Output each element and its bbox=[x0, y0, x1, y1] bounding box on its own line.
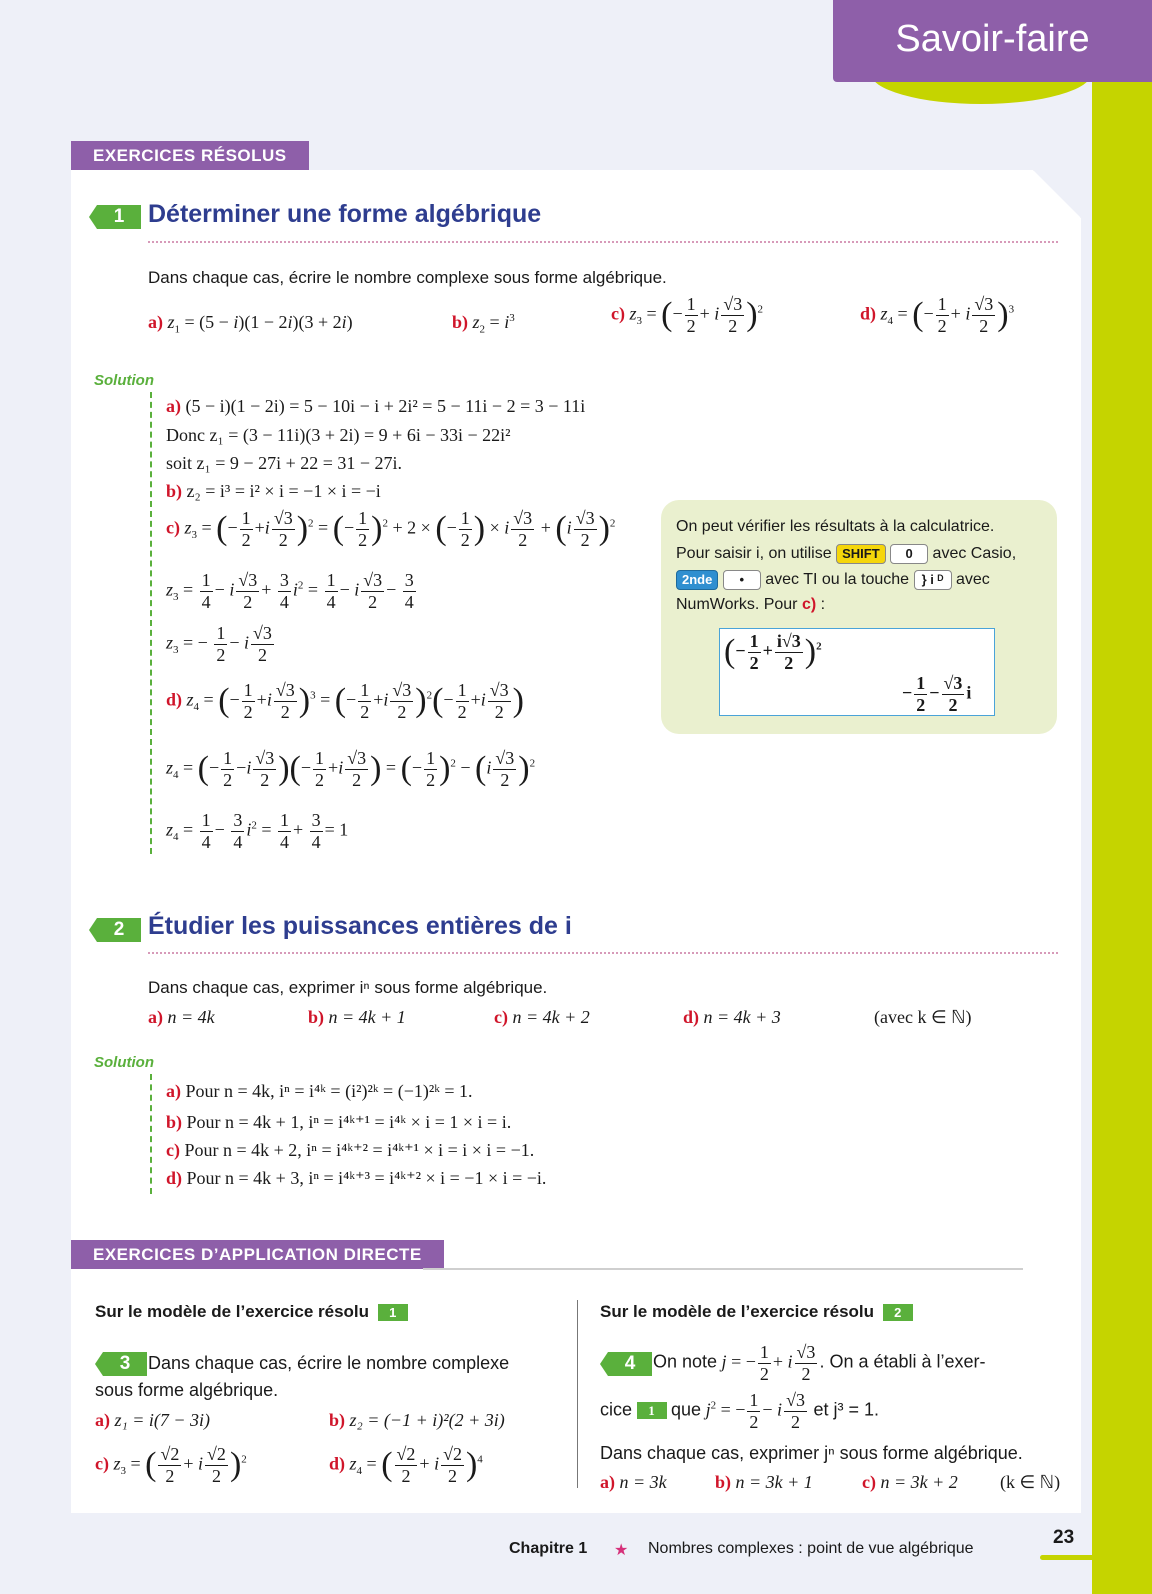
column-divider bbox=[577, 1300, 578, 1488]
solution-1-line-d3: $z_4$ = $\frac{1}{4}$ − $\frac{3}{4}$ $i^2$ = $\frac{1}{4}$ + $\frac{3}{4}$ = 1 bbox=[166, 810, 349, 852]
exercise-3-text-2: sous forme algébrique. bbox=[95, 1380, 279, 1400]
exercise-4-badge: 4 bbox=[608, 1352, 652, 1376]
case-b-text: n = 4k + 1 bbox=[328, 1007, 406, 1027]
solution-1-line-c2: $z_3$ = $\frac{1}{4}$ − i $\frac{√3}{2}$ + $\frac{3}{4}$ $i^2$ = $\frac{1}{4}$ − i $\frac{√3}{2}$ − $\frac{3}{4}$ bbox=[166, 570, 414, 612]
exercise-2-badge: 2 bbox=[97, 918, 141, 942]
footer-star-icon: ★ bbox=[614, 1542, 629, 1559]
section-label-direct: EXERCICES D’APPLICATION DIRECTE bbox=[71, 1240, 444, 1269]
item-a-label: a) bbox=[148, 312, 163, 332]
exercise-3-item-d: d) $z_4$ = ( $\frac{√2}{2}$ + i $\frac{√2}{2}$ )$^4$ bbox=[329, 1444, 483, 1486]
case-d-label: d) bbox=[683, 1007, 700, 1027]
solution-2-line-b bbox=[166, 1112, 511, 1133]
sol-c-label: c) bbox=[166, 517, 180, 538]
ex4-b-text: n = 3k + 1 bbox=[735, 1472, 813, 1492]
calc-note-line-3b: avec bbox=[955, 571, 990, 589]
sol2-c-text: Pour n = 4k + 2, iⁿ = i⁴ᵏ⁺² = i⁴ᵏ⁺¹ × i = i × i = −1. bbox=[184, 1140, 535, 1160]
exercise-4-text-2: cice 1 que $j^2$ = − $\frac{1}{2}$ − i $\frac{√3}{2}$ et j³ = 1. bbox=[600, 1390, 879, 1432]
exercise-1-title: Déterminer une forme algébrique bbox=[148, 200, 542, 228]
exercise-3-badge: 3 bbox=[103, 1352, 147, 1376]
calc-note-line-2 bbox=[676, 544, 1016, 564]
sol-a-text: (5 − i)(1 − 2i) = 5 − 10i − i + 2i² = 5 − 11i − 2 = 3 − 11i bbox=[185, 396, 586, 416]
ex3-c-label: c) bbox=[95, 1453, 109, 1474]
ti-2nde-key: 2nde bbox=[676, 570, 718, 590]
item-c-label: c) bbox=[611, 303, 625, 324]
case-a-label: a) bbox=[148, 1007, 163, 1027]
header-tab bbox=[833, 0, 1152, 82]
casio-0-key: 0 bbox=[890, 544, 928, 564]
right-model-heading bbox=[600, 1302, 913, 1322]
ex4-text-1a: On note bbox=[653, 1351, 718, 1372]
exercise-2-case-c bbox=[494, 1007, 590, 1028]
left-model-heading-text: Sur le modèle de l’exercice résolu bbox=[95, 1302, 370, 1321]
exercise-1-item-d: d) $z_4$ = (− $\frac{1}{2}$ + i $\frac{√3}{2}$ )$^3$ bbox=[860, 294, 1015, 336]
solution-2-line-c bbox=[166, 1140, 534, 1161]
right-model-ref-badge: 2 bbox=[883, 1304, 913, 1321]
page-number-underline bbox=[1040, 1555, 1095, 1560]
ex3-a-label: a) bbox=[95, 1410, 110, 1430]
exercise-3-item-b bbox=[329, 1410, 505, 1431]
exercise-2-divider bbox=[148, 952, 1058, 954]
ti-dot-key: • bbox=[723, 570, 761, 590]
ex3-d-label: d) bbox=[329, 1453, 346, 1474]
footer-chapter: Chapitre 1 bbox=[509, 1540, 588, 1557]
case-c-text: n = 4k + 2 bbox=[512, 1007, 590, 1027]
exercise-4-condition: (k ∈ ℕ) bbox=[1000, 1472, 1061, 1492]
case-c-label: c) bbox=[494, 1007, 508, 1027]
exercise-2-condition: (avec k ∈ ℕ) bbox=[874, 1007, 972, 1027]
calc-note-line-2b: avec Casio, bbox=[932, 545, 1017, 563]
calc-note-line-4a: NumWorks. Pour bbox=[676, 596, 798, 613]
ex3-b-label: b) bbox=[329, 1410, 346, 1430]
left-model-ref-badge: 1 bbox=[378, 1304, 408, 1321]
sol-b-label: b) bbox=[166, 481, 183, 501]
calc-note-line-4c: : bbox=[820, 596, 826, 613]
exercise-2-case-b bbox=[308, 1007, 406, 1028]
ex4-ref-badge: 1 bbox=[637, 1402, 667, 1419]
exercise-4-case-a bbox=[600, 1472, 667, 1493]
calc-note-line-3a: avec TI ou la touche bbox=[765, 571, 910, 589]
exercise-2-solution-label: Solution bbox=[94, 1054, 154, 1071]
exercise-4-case-c bbox=[862, 1472, 958, 1493]
footer-subject: Nombres complexes : point de vue algébrique bbox=[648, 1540, 974, 1557]
numworks-i-key: } i ᴰ bbox=[914, 570, 952, 590]
solution-1-line-b bbox=[166, 481, 381, 502]
sol-b-text: z₂ = i³ = i² × i = −1 × i = −i bbox=[186, 481, 381, 501]
sol2-b-label: b) bbox=[166, 1112, 183, 1132]
exercise-4-case-b bbox=[715, 1472, 813, 1493]
solution-1-line-c1: c) $z_3$ = (− $\frac{1}{2}$ +i $\frac{√3}{2}$ )$^2$ = (− $\frac{1}{2}$ )$^2$ + 2 × (− $\frac{1}{2}$ ) × i $\frac{√3}{2}$ + (i $\frac{√3}{2}$ )$^2$ bbox=[166, 508, 616, 550]
ex4-c-label: c) bbox=[862, 1472, 876, 1492]
exercise-2-title: Étudier les puissances entières de i bbox=[148, 912, 572, 940]
calc-note-line-2a: Pour saisir i, on utilise bbox=[676, 545, 832, 563]
tab-title: Savoir-faire bbox=[895, 18, 1090, 60]
exercise-4-text-3: Dans chaque cas, exprimer jⁿ sous forme algébrique. bbox=[600, 1443, 1023, 1463]
calc-note-line-4b: c) bbox=[801, 596, 817, 613]
sol-d-label: d) bbox=[166, 689, 183, 710]
sol2-b-text: Pour n = 4k + 1, iⁿ = i⁴ᵏ⁺¹ = i⁴ᵏ × i = 1 × i = i. bbox=[186, 1112, 512, 1132]
exercise-2-statement: Dans chaque cas, exprimer iⁿ sous forme algébrique. bbox=[148, 978, 548, 997]
exercise-3-item-c: c) $z_3$ = ( $\frac{√2}{2}$ + i $\frac{√2}{2}$ )$^2$ bbox=[95, 1444, 247, 1486]
ex4-text-2c: et j³ = 1. bbox=[813, 1399, 879, 1420]
sol2-d-text: Pour n = 4k + 3, iⁿ = i⁴ᵏ⁺³ = i⁴ᵏ⁺² × i = −1 × i = −i. bbox=[186, 1168, 547, 1188]
solution-1-line-c3: $z_3$ = − $\frac{1}{2}$ − i $\frac{√3}{2}$ bbox=[166, 623, 272, 665]
exercise-3-text-1: Dans chaque cas, écrire le nombre complexe bbox=[148, 1353, 510, 1373]
calc-note-line-1: On peut vérifier les résultats à la calculatrice. bbox=[676, 518, 995, 535]
case-b-label: b) bbox=[308, 1007, 325, 1027]
solution-2-line-d bbox=[166, 1168, 546, 1189]
exercise-1-badge: 1 bbox=[97, 205, 141, 229]
ex4-c-text: n = 3k + 2 bbox=[880, 1472, 958, 1492]
calc-note-line-4 bbox=[676, 596, 825, 614]
case-d-text: n = 4k + 3 bbox=[703, 1007, 781, 1027]
case-a-text: n = 4k bbox=[167, 1007, 215, 1027]
ex3-a-text: z₁ = i(7 − 3i) bbox=[114, 1410, 211, 1430]
sol2-a-text: Pour n = 4k, iⁿ = i⁴ᵏ = (i²)²ᵏ = (−1)²ᵏ = 1. bbox=[185, 1081, 473, 1101]
solution-1-line-3: soit z₁ = 9 − 27i + 22 = 31 − 27i. bbox=[166, 453, 403, 473]
page-number: 23 bbox=[1053, 1527, 1075, 1548]
exercise-1-item-c: c) $z_3$ = (− $\frac{1}{2}$ + i $\frac{√3}{2}$ )$^2$ bbox=[611, 294, 764, 336]
exercise-4-text-1: On note j = − $\frac{1}{2}$ + i $\frac{√3}{2}$ . On a établi à l’exer- bbox=[653, 1342, 986, 1384]
solution-1-line-2: Donc z₁ = (3 − 11i)(3 + 2i) = 9 + 6i − 33i − 22i² bbox=[166, 425, 511, 445]
exercise-2-case-a bbox=[148, 1007, 215, 1028]
right-model-heading-text: Sur le modèle de l’exercice résolu bbox=[600, 1302, 875, 1321]
exercise-1-solution-label: Solution bbox=[94, 372, 154, 389]
calculator-note bbox=[661, 500, 1057, 734]
screen-input: (− $\frac{1}{2}$ + $\frac{i√3}{2}$ )$^2$ bbox=[724, 631, 822, 673]
exercise-1-item-b: b) $z_2 = i^3$ bbox=[452, 312, 515, 336]
exercise-1-divider bbox=[148, 241, 1058, 243]
ex4-a-label: a) bbox=[600, 1472, 615, 1492]
screen-output: − $\frac{1}{2}$ − $\frac{√3}{2}$ i bbox=[902, 673, 972, 715]
sol2-d-label: d) bbox=[166, 1168, 183, 1188]
sol2-c-label: c) bbox=[166, 1140, 180, 1160]
solution-1-margin-line bbox=[150, 392, 158, 854]
left-model-heading bbox=[95, 1302, 408, 1322]
ex4-b-label: b) bbox=[715, 1472, 732, 1492]
sol2-a-label: a) bbox=[166, 1081, 181, 1101]
exercise-1-item-a: a) $z_1 = (5 - i)(1 - 2i)(3 + 2i)$ bbox=[148, 312, 353, 336]
item-d-label: d) bbox=[860, 303, 877, 324]
ex4-text-2b: que bbox=[671, 1399, 702, 1420]
solution-2-margin-line bbox=[150, 1074, 158, 1194]
solution-1-line-d2: $z_4$ = (− $\frac{1}{2}$ −i $\frac{√3}{2}$ )(− $\frac{1}{2}$ +i $\frac{√3}{2}$ ) = (− $\frac{1}{2}$ )$^2$ − (i $\frac{√3}{2}$ )$^2$ bbox=[166, 748, 536, 790]
section-direct-rule bbox=[423, 1268, 1023, 1270]
sol-a-label: a) bbox=[166, 396, 181, 416]
item-b-label: b) bbox=[452, 312, 469, 332]
exercise-2-case-d bbox=[683, 1007, 781, 1028]
ex4-text-1b: . On a établi à l’exer- bbox=[819, 1351, 986, 1372]
solution-1-line-a bbox=[166, 396, 585, 417]
ex4-a-text: n = 3k bbox=[619, 1472, 667, 1492]
solution-1-line-d1: d) $z_4$ = (− $\frac{1}{2}$ +i $\frac{√3}{2}$ )$^3$ = (− $\frac{1}{2}$ +i $\frac{√3}{2}$ )$^2$(− $\frac{1}{2}$ +i $\frac{√3}{2}$ ) bbox=[166, 680, 524, 722]
exercise-1-statement: Dans chaque cas, écrire le nombre complexe sous forme algébrique. bbox=[148, 268, 667, 287]
ex3-b-text: z₂ = (−1 + i)²(2 + 3i) bbox=[349, 1410, 505, 1430]
solution-2-line-a bbox=[166, 1081, 473, 1102]
ex4-text-2a: cice bbox=[600, 1399, 633, 1420]
calculator-screen bbox=[719, 628, 995, 716]
right-color-band bbox=[1092, 0, 1152, 1594]
exercise-3-item-a bbox=[95, 1410, 210, 1431]
casio-shift-key: SHIFT bbox=[836, 544, 886, 564]
calc-note-line-3 bbox=[676, 570, 990, 590]
section-label-resolved: EXERCICES RÉSOLUS bbox=[71, 141, 309, 170]
